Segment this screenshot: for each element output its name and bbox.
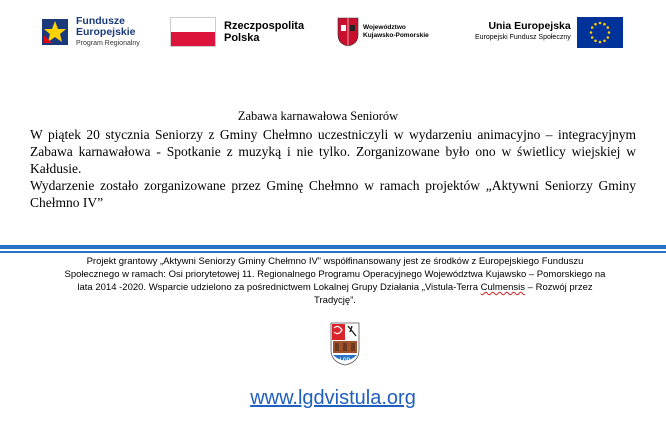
rzeczpospolita-line2: Polska bbox=[224, 32, 260, 44]
website-link[interactable]: www.lgdvistula.org bbox=[250, 387, 416, 409]
fundusze-line1: Fundusze bbox=[76, 14, 125, 27]
project-footnote bbox=[60, 255, 610, 307]
article-paragraph-2: Wydarzenie zostało zorganizowane przez Gminę Chełmno w ramach projektów „Aktywni Seniorzy Gminy Chełmno IV” bbox=[30, 178, 636, 210]
polish-flag-icon bbox=[170, 17, 216, 47]
footer-divider-thin bbox=[0, 251, 666, 253]
fundusze-line3: Program Regionalny bbox=[76, 39, 140, 47]
wojewodztwo-logo bbox=[337, 12, 429, 52]
fundusze-line2: Europejskie bbox=[76, 25, 136, 38]
eu-flag-icon bbox=[577, 17, 623, 48]
lgd-label: LGD bbox=[339, 357, 351, 364]
article-body bbox=[30, 108, 636, 211]
article-paragraph-1: W piątek 20 stycznia Seniorzy z Gminy Chełmno uczestniczyli w wydarzeniu animacyjno – integracyjnym Zabawa karnawałowa - Spotkanie z muzyką i nie tylko. Zorganizowane było ono w świetlicy wiejskiej w Kałdusie. bbox=[30, 127, 636, 176]
rzeczpospolita-line1: Rzeczpospolita bbox=[224, 20, 305, 32]
unia-line1: Unia Europejska bbox=[488, 20, 571, 32]
fundusze-star-icon bbox=[40, 17, 70, 47]
unia-line2: Europejski Fundusz Społeczny bbox=[475, 34, 571, 41]
wojewodztwo-line2: Kujawsko-Pomorskie bbox=[363, 32, 429, 39]
footnote-text: Projekt grantowy „Aktywni Seniorzy Gminy Chełmno IV” współfinansowany jest ze środków z Europejskiego Funduszu Społecznego w ramach: Osi priorytetowej 11. Regionalnego Programu Operacyjnego Województwa Kujawsko – Pomorskiego na lata 2014 -2020. Wsparcie udzielono za pośrednictwem Lokalnej Grupy Działania „Vistula-Terra bbox=[64, 256, 606, 293]
rzeczpospolita-logo bbox=[170, 12, 304, 52]
coat-of-arms-icon bbox=[337, 17, 359, 47]
wojewodztwo-line1: Województwo bbox=[363, 24, 406, 31]
footer-divider bbox=[0, 245, 666, 249]
lgd-emblem-icon bbox=[330, 322, 360, 366]
unia-europejska-logo bbox=[475, 12, 623, 52]
fundusze-europejskie-logo bbox=[40, 12, 140, 52]
footnote-marked-word: Culmensis bbox=[480, 282, 526, 293]
logo-bar bbox=[0, 0, 666, 62]
article-title: Zabawa karnawałowa Seniorów bbox=[237, 109, 399, 123]
footnote-text-end: – Rozwój przez Tradycję”. bbox=[314, 282, 593, 306]
